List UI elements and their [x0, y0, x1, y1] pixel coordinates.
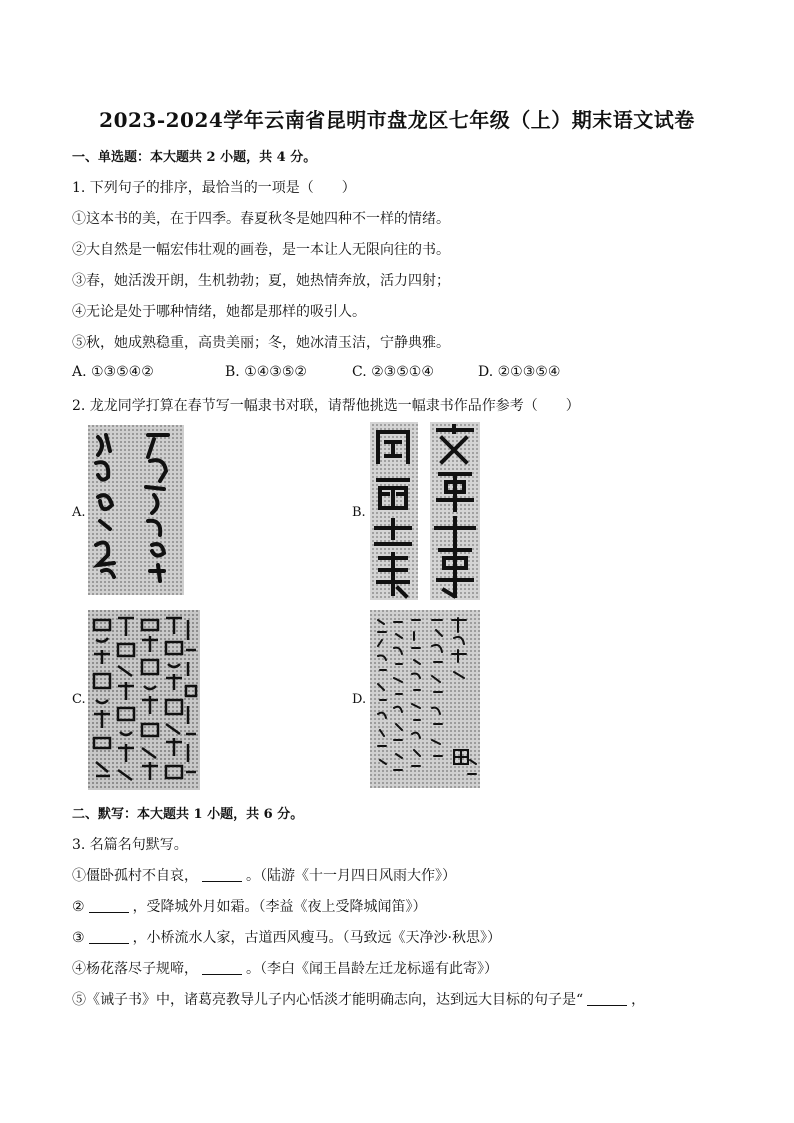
- q2-label-b[interactable]: B.: [352, 505, 366, 520]
- calligraphy-image-c[interactable]: [88, 610, 200, 790]
- fill-blank[interactable]: [89, 929, 129, 944]
- q3-item-3: [72, 927, 501, 947]
- page-title: 2023-2024学年云南省昆明市盘龙区七年级（上）期末语文试卷: [99, 108, 695, 132]
- calligraphy-image-a[interactable]: [88, 425, 184, 595]
- q3-item-1-text-before: ①僵卧孤村不自哀，: [72, 868, 198, 884]
- q1-sentence-3: ③春，她活泼开朗，生机勃勃；夏，她热情奔放，活力四射；: [72, 273, 450, 289]
- q1-option-d[interactable]: D. ②①③⑤④: [478, 364, 561, 380]
- q3-item-4-text-after: 。（李白《闻王昌龄左迁龙标遥有此寄》）: [246, 961, 498, 977]
- q1-sentence-4: ④无论是处于哪种情绪，她都是那样的吸引人。: [72, 304, 366, 320]
- q3-item-2: [72, 896, 427, 916]
- q3-item-4: [72, 958, 498, 978]
- section-2-heading: 二、默写：本大题共 1 小题，共 6 分。: [72, 807, 304, 822]
- q3-stem: 3. 名篇名句默写。: [72, 837, 188, 853]
- calligraphy-image-d[interactable]: [370, 610, 480, 788]
- q3-item-5-text-after: ，: [631, 992, 646, 1008]
- q1-option-a[interactable]: A. ①③⑤④②: [72, 364, 154, 380]
- q3-item-1-text-after: 。（陆游《十一月四日风雨大作》）: [246, 868, 456, 884]
- fill-blank[interactable]: [587, 991, 627, 1006]
- q2-stem: 2. 龙龙同学打算在春节写一幅隶书对联，请帮他挑选一幅隶书作品作参考（ ）: [72, 398, 580, 414]
- q1-option-c[interactable]: C. ②③⑤①④: [352, 364, 434, 380]
- q1-sentence-2: ②大自然是一幅宏伟壮观的画卷，是一本让人无限向往的书。: [72, 242, 450, 258]
- q3-item-2-text-after: ，受降城外月如霜。（李益《夜上受降城闻笛》）: [132, 899, 427, 915]
- q1-option-b[interactable]: B. ①④③⑤②: [225, 364, 307, 380]
- q3-item-1: [72, 865, 456, 885]
- q1-sentence-5: ⑤秋，她成熟稳重，高贵美丽；冬，她冰清玉洁，宁静典雅。: [72, 335, 450, 351]
- q2-label-a[interactable]: A.: [72, 505, 86, 520]
- q3-item-2-text-before: ②: [72, 899, 85, 915]
- q3-item-5-text-before: ⑤《诫子书》中，诸葛亮教导儿子内心恬淡才能明确志向，达到远大目标的句子是“: [72, 992, 584, 1008]
- section-1-heading: 一、单选题：本大题共 2 小题，共 4 分。: [72, 150, 317, 165]
- fill-blank[interactable]: [202, 960, 242, 975]
- q3-item-5: [72, 989, 645, 1009]
- q2-label-c[interactable]: C.: [72, 692, 86, 707]
- q2-label-d[interactable]: D.: [352, 692, 367, 707]
- q1-stem: 1. 下列句子的排序，最恰当的一项是（ ）: [72, 180, 356, 196]
- calligraphy-image-b[interactable]: [368, 420, 482, 602]
- q3-item-3-text-before: ③: [72, 930, 85, 946]
- q1-sentence-1: ①这本书的美，在于四季。春夏秋冬是她四种不一样的情绪。: [72, 211, 450, 227]
- fill-blank[interactable]: [202, 867, 242, 882]
- q3-item-3-text-after: ，小桥流水人家，古道西风瘦马。（马致远《天净沙·秋思》）: [132, 930, 502, 946]
- q3-item-4-text-before: ④杨花落尽子规啼，: [72, 961, 198, 977]
- fill-blank[interactable]: [89, 898, 129, 913]
